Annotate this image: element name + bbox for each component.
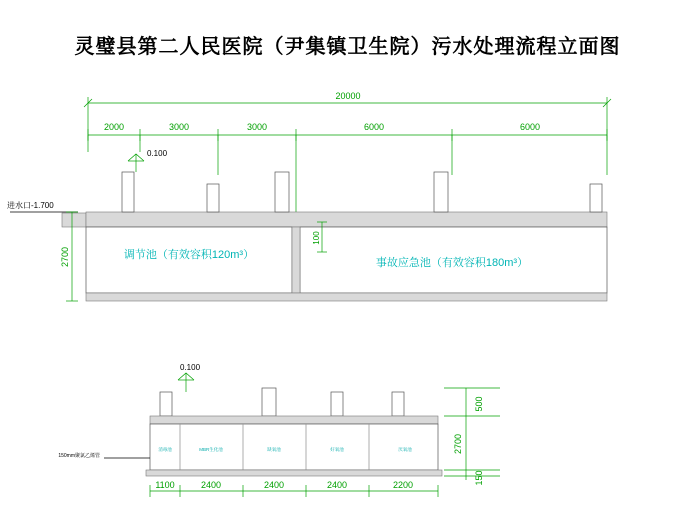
segment-dim-2: 3000 <box>168 122 190 132</box>
bottom-dimension-chain <box>150 480 438 497</box>
bottom-dim-5: 2200 <box>392 480 414 490</box>
bottom-elevation-structure <box>58 388 442 476</box>
overall-dimension <box>84 91 611 140</box>
chamber-label-2: MBR生化池 <box>199 447 223 452</box>
segment-dim-4: 6000 <box>363 122 385 132</box>
top-elevation-structure <box>86 172 607 301</box>
wall-thickness-text: 100 <box>312 231 321 245</box>
tank-label-adjust: 调节池（有效容积120m³） <box>123 249 255 261</box>
level-mark-bottom <box>178 363 201 392</box>
pipe-note: 150mm聚氯乙烯管 <box>58 453 100 459</box>
right-dimension-group <box>444 388 500 486</box>
bottom-dim-2: 2400 <box>200 480 222 490</box>
chamber-label-4: 好氧池 <box>330 447 344 452</box>
right-dim-500: 500 <box>474 396 484 412</box>
bottom-dim-4: 2400 <box>326 480 348 490</box>
chamber-label-1: 消毒池 <box>158 447 172 452</box>
tank-label-emergency: 事故应急池（有效容积180m³） <box>375 257 529 269</box>
segment-dim-1: 2000 <box>103 122 125 132</box>
overall-dimension-text: 20000 <box>335 91 361 101</box>
level-mark-bottom-text: 0.100 <box>180 363 201 372</box>
bottom-dim-1: 1100 <box>155 480 175 490</box>
segment-dim-3: 3000 <box>246 122 268 132</box>
inlet-label-group <box>7 200 86 227</box>
level-mark-top <box>128 149 168 172</box>
chamber-label-3: 缺氧池 <box>267 447 281 452</box>
segment-dim-5: 6000 <box>519 122 541 132</box>
bottom-dim-3: 2400 <box>263 480 285 490</box>
chamber-label-5: 厌氧池 <box>398 447 412 452</box>
inlet-label: 进水口-1.700 <box>7 201 54 210</box>
depth-dimension-text: 2700 <box>60 246 70 268</box>
right-dim-2700: 2700 <box>453 433 463 455</box>
level-mark-top-text: 0.100 <box>147 149 168 158</box>
page-title: 灵璧县第二人民医院（尹集镇卫生院）污水处理流程立面图 <box>74 36 621 58</box>
right-dim-150: 150 <box>474 470 484 486</box>
